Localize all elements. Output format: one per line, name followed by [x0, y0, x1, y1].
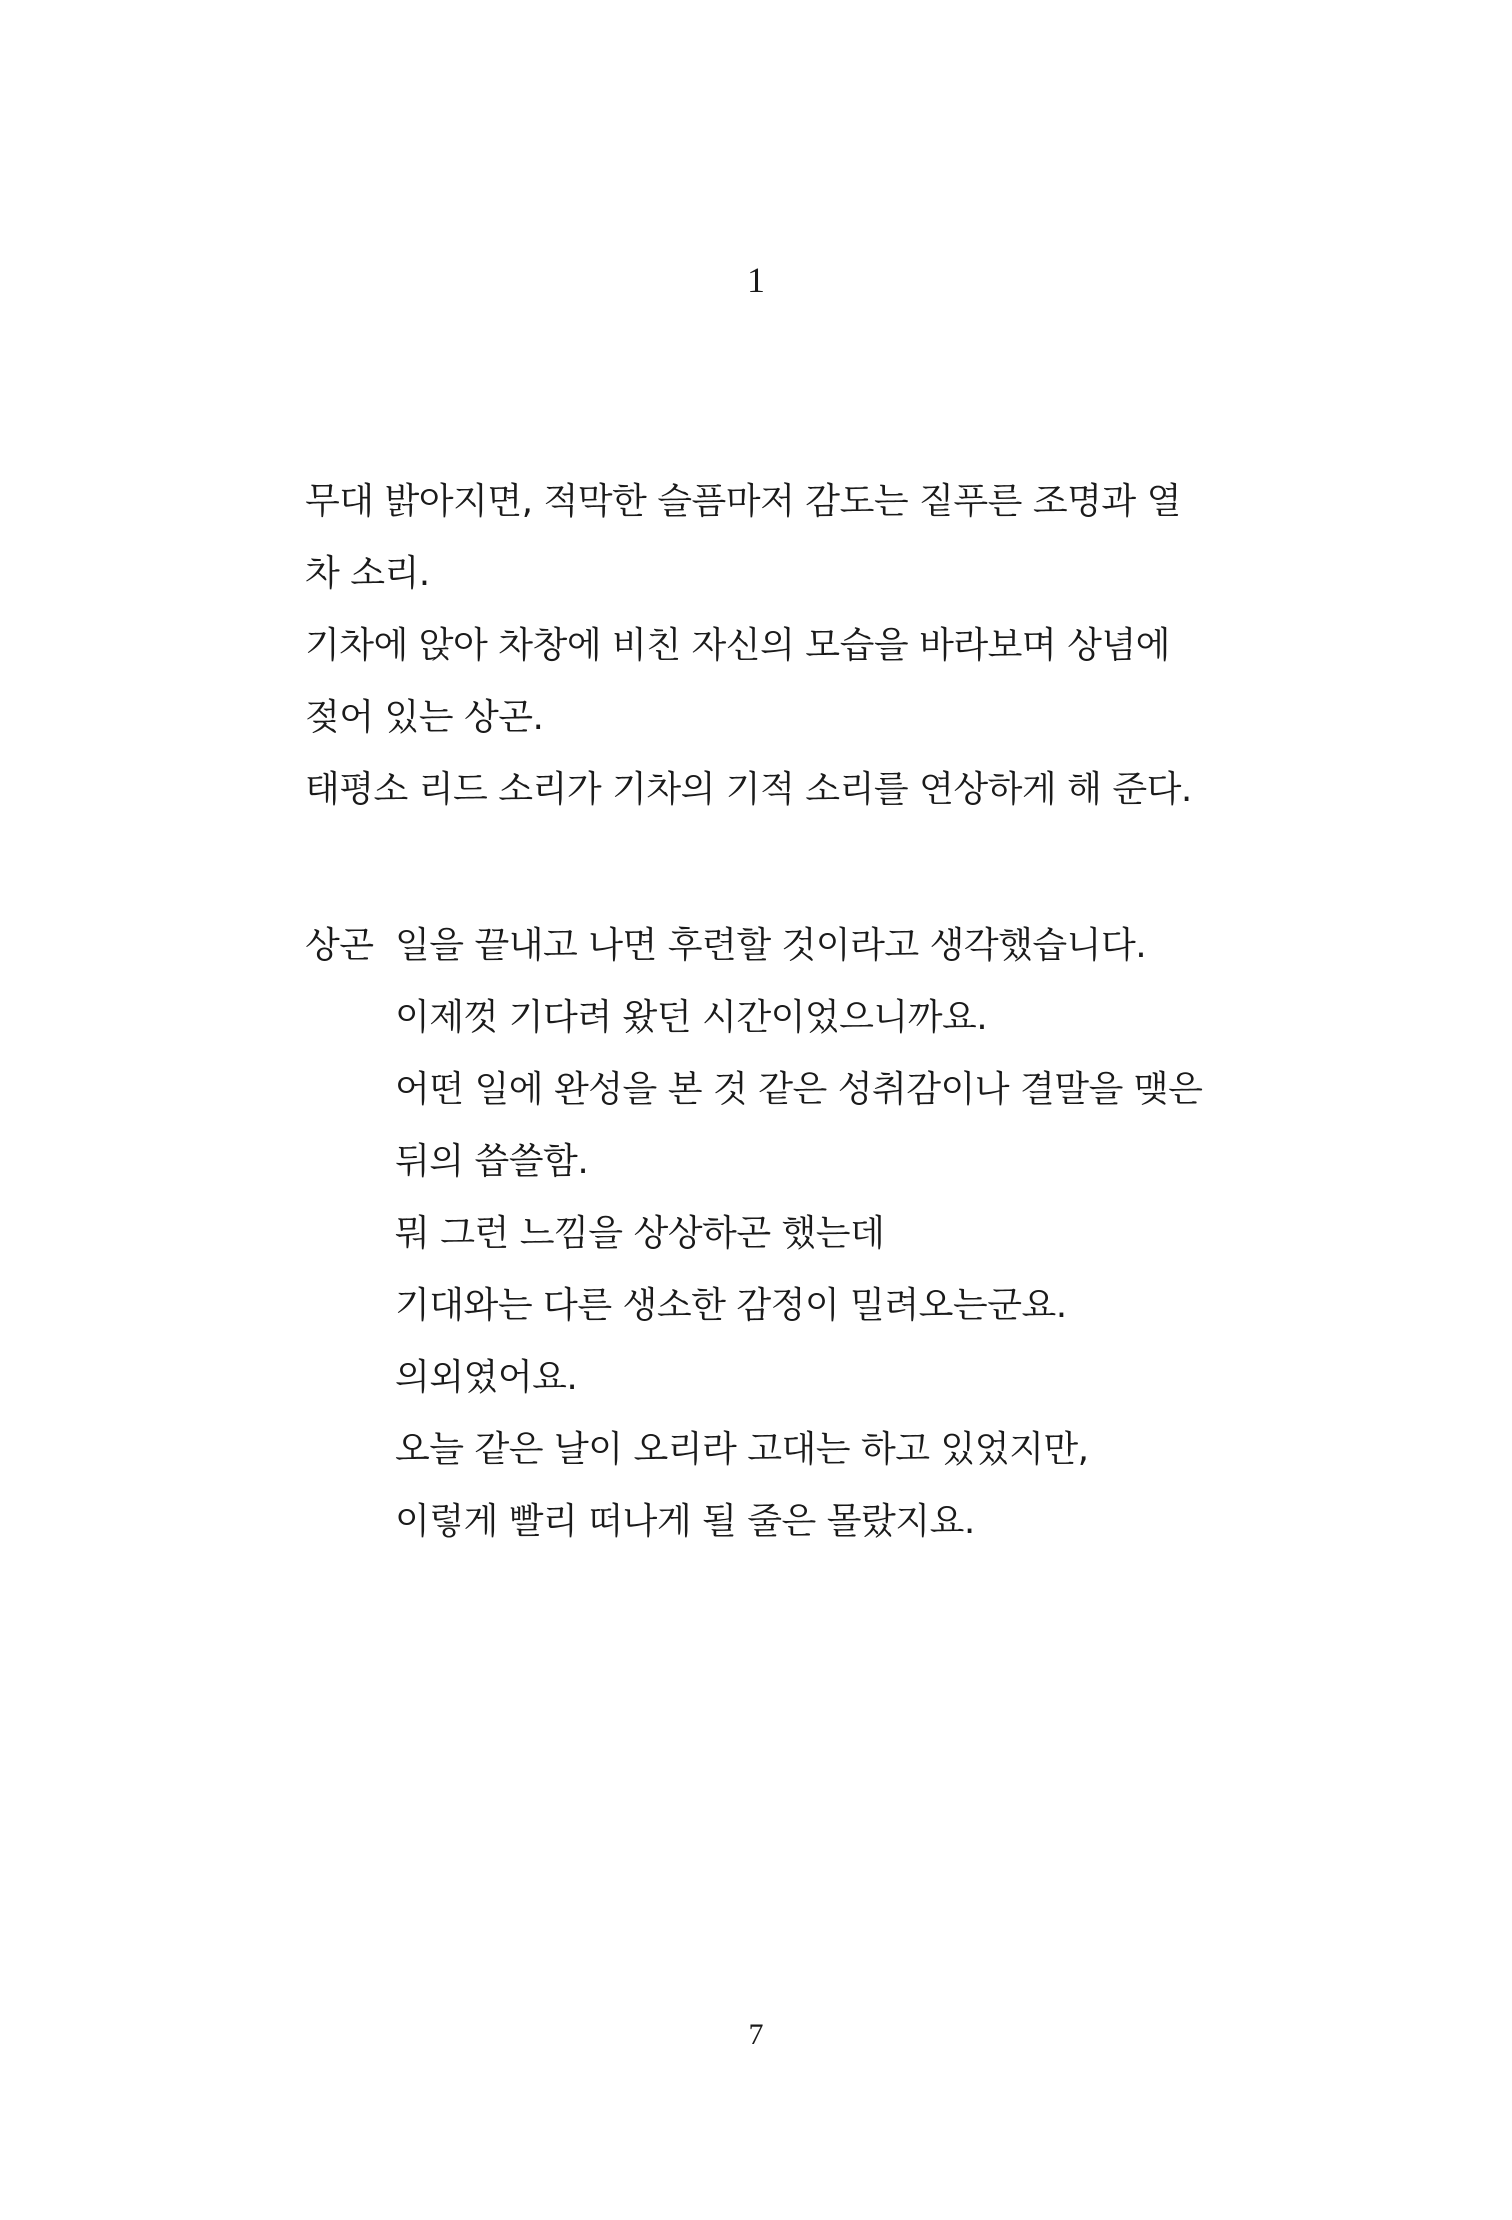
stage-direction-line: 무대 밝아지면, 적막한 슬픔마저 감도는 짙푸른 조명과 열 — [305, 481, 1181, 522]
dialogue-line: 의외였어요. — [395, 1357, 578, 1398]
dialogue-line: 일을 끝내고 나면 후련할 것이라고 생각했습니다. — [395, 925, 1147, 966]
dialogue-line: 오늘 같은 날이 오리라 고대는 하고 있었지만, — [395, 1429, 1089, 1470]
page-number: 7 — [748, 2018, 764, 2051]
dialogue-block — [305, 910, 1255, 1558]
dialogue-line: 이제껏 기다려 왔던 시간이었으니까요. — [395, 997, 988, 1038]
stage-direction-line: 태평소 리드 소리가 기차의 기적 소리를 연상하게 해 준다. — [305, 769, 1192, 810]
dialogue-line: 기대와는 다른 생소한 감정이 밀려오는군요. — [395, 1285, 1067, 1326]
dialogue-lines — [395, 910, 1255, 1558]
dialogue-line: 이렇게 빨리 떠나게 될 줄은 몰랐지요. — [395, 1501, 975, 1542]
dialogue-line: 어떤 일에 완성을 본 것 같은 성취감이나 결말을 맺은 — [395, 1069, 1203, 1110]
dialogue-line: 뒤의 씁쓸함. — [395, 1141, 589, 1182]
dialogue-line: 뭐 그런 느낌을 상상하곤 했는데 — [395, 1213, 885, 1254]
speaker-name: 상곤 — [305, 925, 374, 966]
stage-direction-line: 젖어 있는 상곤. — [305, 697, 544, 738]
stage-direction — [305, 466, 1255, 826]
stage-direction-line: 차 소리. — [305, 553, 430, 594]
stage-direction-line: 기차에 앉아 차창에 비친 자신의 모습을 바라보며 상념에 — [305, 625, 1170, 666]
scene-number: 1 — [747, 260, 765, 300]
dialogue-row — [305, 910, 1255, 1558]
